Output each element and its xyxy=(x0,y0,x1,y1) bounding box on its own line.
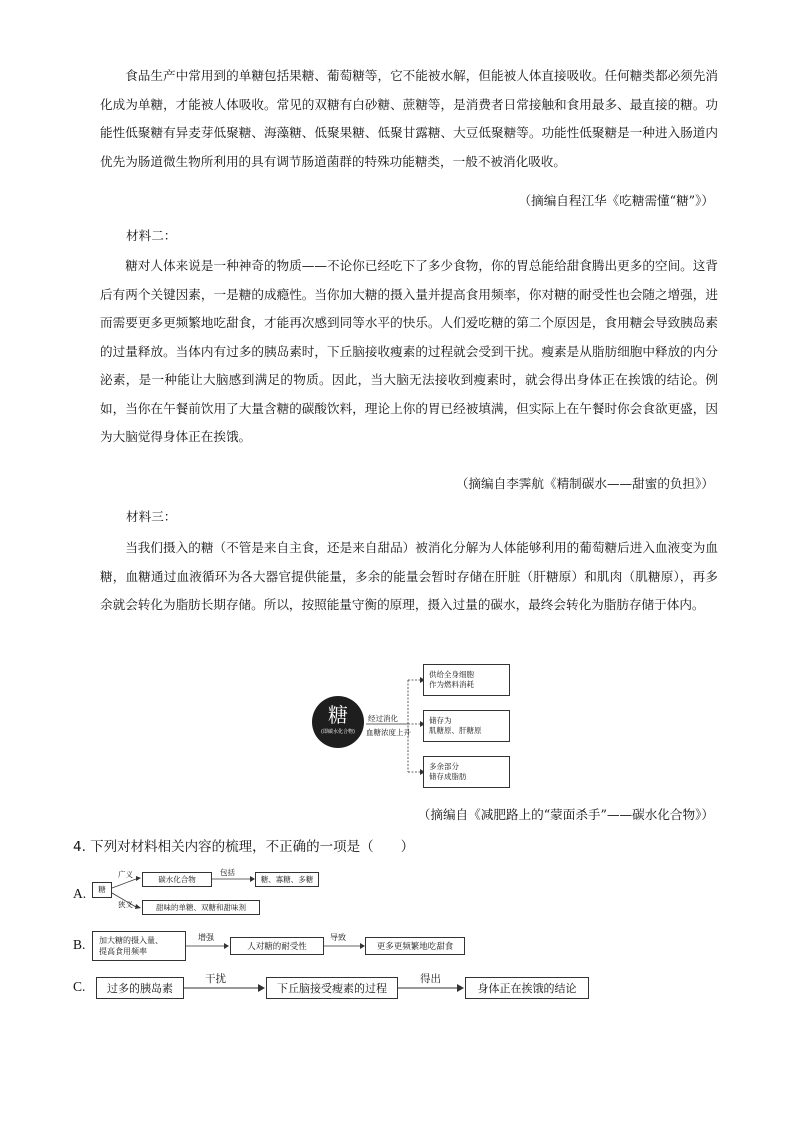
sugar-circle-sub: (即碳水化合物) xyxy=(321,729,355,735)
option-c-box3 xyxy=(465,977,589,999)
option-b-label1: 增强 xyxy=(198,933,214,942)
diagram-box-fuel xyxy=(423,664,510,696)
material3-paragraph: 当我们摄入的糖（不管是来自主食，还是来自甜品）被消化分解为人体能够利用的葡萄糖后进入血液变为血糖，血糖通过血液循环为各大器官提供能量，多余的能量会暂时存储在肝脏（肝糖原）和肌肉（肌糖原），再多余就会转化为脂肪长期存储。所以，按照能量守衡的原理，摄入过量的碳水，最终会转化为脂肪存储于体内。 xyxy=(100,540,718,612)
option-c-label2: 得出 xyxy=(420,973,441,985)
diagram-box-fat xyxy=(423,756,510,788)
option-b-box3-text: 更多更频繁地吃甜食 xyxy=(376,942,454,952)
option-a-sugars: 糖、寡糖、多糖 xyxy=(260,874,314,884)
material1-paragraph: 食品生产中常用到的单糖包括果糖、葡萄糖等，它不能被水解，但能被人体直接吸收。任何糖类都必须先消化成为单糖，才能被人体吸收。常见的双糖有白砂糖、蔗糖等，是消费者日常接触和食用最多、最直接的糖。功能性低聚糖有异麦芽低聚糖、海藻糖、低聚果糖、低聚甘露糖、大豆低聚糖等。功能性低聚糖是一种进入肠道内优先为肠道微生物所利用的具有调节肠道菌群的特殊功能糖类，一般不被消化吸收。 xyxy=(100,68,718,169)
option-b-box1-line1: 加大糖的摄入量、 xyxy=(99,936,163,945)
diagram-box-glycogen-line2: 肌糖原、肝糖原 xyxy=(429,726,482,735)
option-b-box1 xyxy=(92,931,186,961)
option-b-box3 xyxy=(365,937,465,955)
option-a-sugars-box xyxy=(255,872,319,887)
option-c-box3-text: 身体正在挨饿的结论 xyxy=(477,982,577,995)
option-a-sweet: 甜味的单糖、双糖和甜味剂 xyxy=(156,902,246,912)
option-b-diagram xyxy=(92,928,472,964)
option-b-box2 xyxy=(230,937,324,955)
material2-title: 材料二： xyxy=(126,228,177,243)
question-4: 4. 下列对材料相关内容的梳理，不正确的一项是（ ） xyxy=(73,839,415,855)
diagram-box-fat-line1: 多余部分 xyxy=(429,762,459,771)
option-a-root-box xyxy=(92,882,112,898)
diagram-box-fuel-line1: 供给全身细胞 xyxy=(429,670,474,679)
diagram-box-glycogen-line1: 储存为 xyxy=(429,716,452,725)
option-a-carb: 碳水化合物 xyxy=(158,874,196,884)
glucose-rise-label: 血糖浓度上升 xyxy=(366,728,411,737)
material3-title: 材料三： xyxy=(126,509,177,524)
sugar-diagram xyxy=(310,662,515,790)
option-b-letter: B. xyxy=(73,937,86,952)
option-c-box2-text: 下丘脑接受瘦素的过程 xyxy=(277,982,387,995)
option-c-diagram xyxy=(92,972,602,1004)
option-a-carb-box xyxy=(142,872,212,887)
digest-label: 经过消化 xyxy=(368,714,398,723)
option-b-label2: 导致 xyxy=(330,933,346,942)
option-a-root: 糖 xyxy=(98,885,106,894)
option-b-box2-text: 人对糖的耐受性 xyxy=(247,942,307,952)
option-c-box2 xyxy=(266,977,398,999)
option-a-broad-label: 广义 xyxy=(118,870,133,879)
diagram-box-fuel-line2: 作为燃料消耗 xyxy=(429,680,474,689)
diagram-box-fat-line2: 储存成脂肪 xyxy=(429,772,467,781)
sugar-circle-main: 糖 xyxy=(328,703,348,727)
option-a-sweet-box xyxy=(142,900,260,915)
option-c-label1: 干扰 xyxy=(205,973,226,985)
option-b-box1-line2: 提高食用频率 xyxy=(99,947,147,956)
option-a-narrow-label: 狭义 xyxy=(118,900,133,909)
option-c-box1 xyxy=(96,977,184,999)
option-a-letter: A. xyxy=(73,886,87,901)
option-a-include-label: 包括 xyxy=(220,868,235,877)
material2-source: （摘编自李霁航《精制碳水——甜蜜的负担》） xyxy=(455,476,714,491)
option-c-letter: C. xyxy=(73,979,86,994)
option-c-box1-text: 过多的胰岛素 xyxy=(107,982,173,995)
option-a-diagram xyxy=(92,868,322,918)
material3-source: （摘编自《减肥路上的“蒙面杀手”——碳水化合物》） xyxy=(417,807,714,822)
material1-source: （摘编自程江华《吃糖需懂“糖”》） xyxy=(518,193,714,208)
diagram-box-glycogen xyxy=(423,710,510,742)
material2-paragraph: 糖对人体来说是一种神奇的物质——不论你已经吃下了多少食物，你的胃总能给甜食腾出更多的空间。这背后有两个关键因素，一是糖的成瘾性。当你加大糖的摄入量并提高食用频率，你对糖的耐受性也会随之增强，进而需要更多更频繁地吃甜食，才能再次感到同等水平的快乐。人们爱吃糖的第二个原因是，食用糖会导致胰岛素的过量释放。当体内有过多的胰岛素时，下丘脑接收瘦素的过程就会受到干扰。瘦素是从脂肪细胞中释放的内分泌素，是一种能让大脑感到满足的物质。因此，当大脑无法接收到瘦素时，就会得出身体正在挨饿的结论。例如，当你在午餐前饮用了大量含糖的碳酸饮料，理论上你的胃已经被填满，但实际上在午餐时你会食欲更盛，因为大脑觉得身体正在挨饿。 xyxy=(100,258,718,444)
